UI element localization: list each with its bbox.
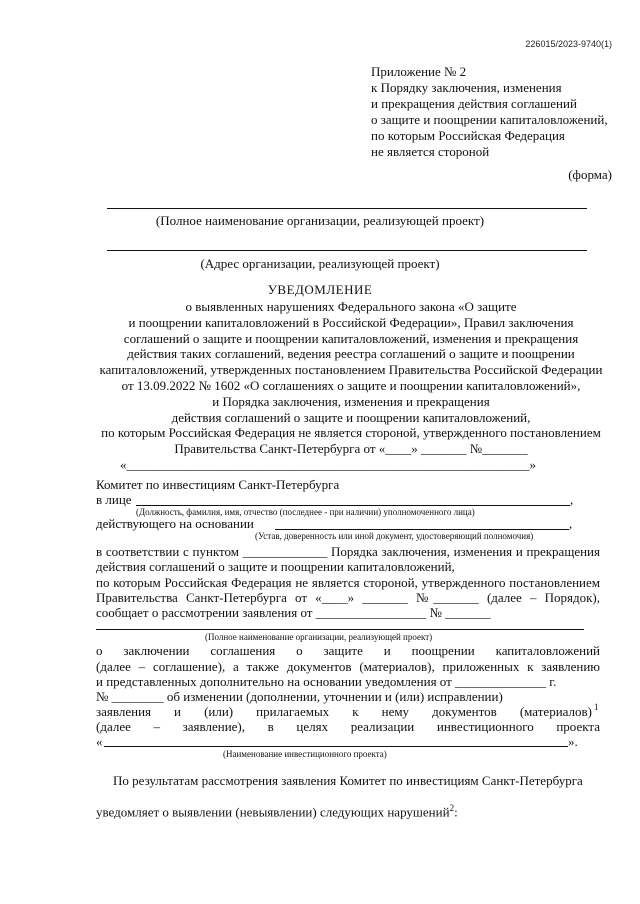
project-name-caption: (Наименование инвестиционного проекта): [223, 749, 387, 759]
paragraph-line: Правительства Санкт-Петербурга от «____» _______ №_______ (далее – Порядок),: [96, 590, 600, 605]
subject-line: от 13.09.2022 № 1602 «О соглашениях о защите и поощрении капиталовложений»,: [121, 377, 581, 393]
notify-text: уведомляет о выявлении (невыявлении) следующих нарушений: [96, 804, 450, 820]
footnote-marker-1: 1: [594, 702, 599, 712]
document-id: 226015/2023-9740(1): [525, 39, 612, 49]
project-name-line: [104, 746, 568, 747]
org-name-line-2: [96, 629, 584, 630]
acting-basis-label: действующего на основании: [96, 516, 254, 531]
acting-basis-line: [275, 529, 569, 530]
subject-line: по которым Российская Федерация не является стороной, утвержденного постановлением: [101, 425, 601, 441]
subject-line: капиталовложений, утвержденных постановлением Правительства Российской Федерации: [99, 362, 603, 378]
appendix-header: [371, 64, 608, 160]
subject-line: и Порядка заключения, изменения и прекращения: [212, 393, 490, 409]
org-name-caption-2: (Полное наименование организации, реализующей проект): [205, 632, 433, 642]
subject-line: Правительства Санкт-Петербурга от «____» _______ №_______: [174, 441, 528, 457]
subject-line: и поощрении капиталовложений в Российской Федерации», Правил заключения: [128, 314, 574, 330]
appendix-line: и прекращения действия соглашений: [371, 96, 577, 111]
paragraph-line: по которым Российская Федерация не является стороной, утвержденного постановлением: [96, 575, 600, 590]
paragraph-line: сообщает о рассмотрении заявления от _________________ № _______: [96, 605, 491, 620]
paragraph-line: и представленных дополнительно на основании уведомления от ______________ г.: [96, 674, 557, 689]
in-person-caption: (Должность, фамилия, имя, отчество (последнее - при наличии) уполномоченного лица): [136, 507, 475, 517]
org-name-caption: (Полное наименование организации, реализующей проект): [155, 213, 485, 228]
notify-line: [96, 803, 458, 820]
paragraph-line: (далее – заявление), в целях реализации инвестиционного проекта: [96, 719, 600, 734]
project-close-quote: ».: [568, 734, 578, 749]
subject-line: действия соглашений о защите и поощрении капиталовложений,: [171, 409, 531, 425]
footnote-marker-2: 2: [449, 803, 455, 813]
subject-line: действия таких соглашений, ведения реестра соглашений о защите и поощрении: [127, 346, 575, 362]
form-label: (форма): [568, 167, 612, 182]
org-address-line: [107, 250, 587, 251]
subject-quote-line: «______________________________________________________________»: [120, 457, 536, 472]
project-open-quote: «: [96, 734, 103, 749]
in-person-label: в лице: [96, 492, 132, 507]
document-title: УВЕДОМЛЕНИЕ: [267, 282, 373, 297]
acting-basis-comma: ,: [569, 516, 573, 531]
appendix-line: к Порядку заключения, изменения: [371, 80, 562, 95]
appendix-line: не является стороной: [371, 144, 490, 159]
appendix-line: о защите и поощрении капиталовложений,: [371, 112, 608, 127]
org-address-caption: (Адрес организации, реализующей проект): [200, 256, 440, 271]
notice-subject: [96, 299, 606, 457]
notify-colon: :: [454, 804, 458, 820]
paragraph-line: в соответствии с пунктом _____________ Порядка заключения, изменения и прекращения: [96, 544, 600, 559]
paragraph-line: действия соглашений о защите и поощрении капиталовложений,: [96, 559, 455, 574]
paragraph-line: № ________ об изменении (дополнении, уточнении и (или) исправлении): [96, 689, 503, 704]
result-line: По результатам рассмотрения заявления Комитет по инвестициям Санкт-Петербурга: [113, 773, 583, 788]
paragraph-line: о заключении соглашения о защите и поощрении капиталовложений: [96, 643, 600, 658]
paragraph-line: заявления и (или) прилагаемых к нему документов (материалов): [96, 704, 592, 719]
in-person-line: [136, 505, 570, 506]
appendix-line: Приложение № 2: [371, 64, 467, 79]
appendix-line: по которым Российская Федерация: [371, 128, 565, 143]
subject-line: о выявленных нарушениях Федерального закона «О защите: [185, 299, 517, 314]
paragraph-line: (далее – соглашение), а также документов (материалов), приложенных к заявлению: [96, 659, 600, 674]
in-person-comma: ,: [570, 492, 574, 507]
acting-basis-caption: (Устав, доверенность или иной документ, удостоверяющий полномочия): [255, 531, 534, 541]
subject-line: соглашений о защите и поощрении капиталовложений, изменения и прекращения: [123, 330, 579, 346]
org-name-line: [107, 208, 587, 209]
committee-name: Комитет по инвестициям Санкт-Петербурга: [96, 477, 340, 492]
